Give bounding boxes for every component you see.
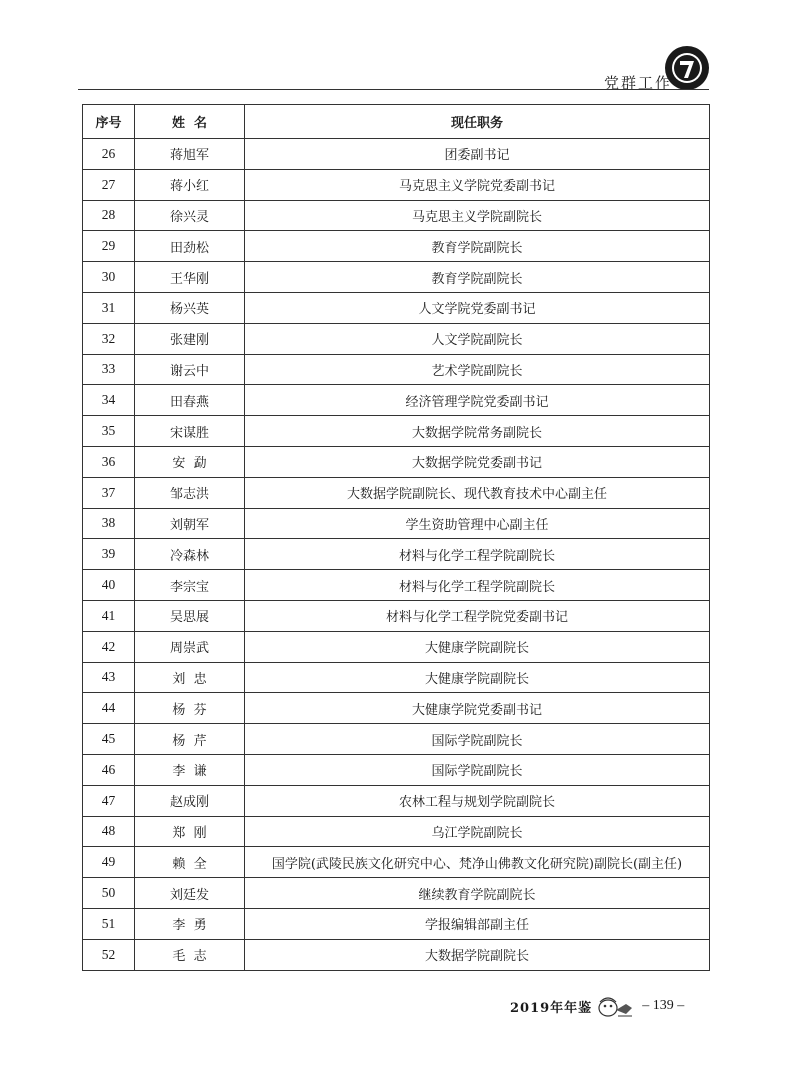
current-position: 大健康学院党委副书记 — [245, 693, 710, 724]
page-footer — [510, 993, 684, 1019]
row-number: 31 — [83, 292, 135, 323]
row-number: 51 — [83, 908, 135, 939]
person-name: 刘朝军 — [135, 508, 245, 539]
row-number: 37 — [83, 477, 135, 508]
page-number: – 139 – — [642, 998, 685, 1013]
person-name: 田春燕 — [135, 385, 245, 416]
row-number: 41 — [83, 600, 135, 631]
table-row — [83, 816, 710, 847]
person-name: 李 勇 — [135, 908, 245, 939]
person-name: 毛 志 — [135, 939, 245, 970]
person-name: 谢云中 — [135, 354, 245, 385]
current-position: 乌江学院副院长 — [245, 816, 710, 847]
current-position: 继续教育学院副院长 — [245, 878, 710, 909]
person-name: 杨 芬 — [135, 693, 245, 724]
current-position: 国际学院副院长 — [245, 754, 710, 785]
current-position: 大健康学院副院长 — [245, 631, 710, 662]
current-position: 人文学院党委副书记 — [245, 292, 710, 323]
current-position: 材料与化学工程学院党委副书记 — [245, 600, 710, 631]
row-number: 52 — [83, 939, 135, 970]
row-number: 39 — [83, 539, 135, 570]
current-position: 学报编辑部副主任 — [245, 908, 710, 939]
current-position: 马克思主义学院副院长 — [245, 200, 710, 231]
person-name: 安 勐 — [135, 446, 245, 477]
person-name: 刘廷发 — [135, 878, 245, 909]
person-name: 赵成刚 — [135, 785, 245, 816]
table-header-row — [83, 105, 710, 139]
table-row — [83, 754, 710, 785]
person-name: 蒋旭军 — [135, 139, 245, 170]
table-row — [83, 385, 710, 416]
table-row — [83, 231, 710, 262]
table-row — [83, 631, 710, 662]
current-position: 经济管理学院党委副书记 — [245, 385, 710, 416]
person-name: 周崇武 — [135, 631, 245, 662]
row-number: 46 — [83, 754, 135, 785]
row-number: 29 — [83, 231, 135, 262]
row-number: 26 — [83, 139, 135, 170]
person-name: 李宗宝 — [135, 570, 245, 601]
current-position: 团委副书记 — [245, 139, 710, 170]
table-row — [83, 169, 710, 200]
current-position: 学生资助管理中心副主任 — [245, 508, 710, 539]
person-name: 王华刚 — [135, 262, 245, 293]
person-name: 杨 芹 — [135, 724, 245, 755]
table-row — [83, 416, 710, 447]
row-number: 33 — [83, 354, 135, 385]
row-number: 35 — [83, 416, 135, 447]
column-header-no: 序号 — [83, 105, 135, 139]
person-name: 蒋小红 — [135, 169, 245, 200]
table-row — [83, 508, 710, 539]
yearbook-mascot-icon — [596, 994, 634, 1018]
person-name: 宋谋胜 — [135, 416, 245, 447]
column-header-position: 现任职务 — [245, 105, 710, 139]
person-name: 张建刚 — [135, 323, 245, 354]
row-number: 45 — [83, 724, 135, 755]
current-position: 艺术学院副院长 — [245, 354, 710, 385]
row-number: 47 — [83, 785, 135, 816]
current-position: 大数据学院副院长 — [245, 939, 710, 970]
table-row — [83, 908, 710, 939]
current-position: 大数据学院副院长、现代教育技术中心副主任 — [245, 477, 710, 508]
person-name: 杨兴英 — [135, 292, 245, 323]
table-row — [83, 262, 710, 293]
table-row — [83, 446, 710, 477]
table-row — [83, 292, 710, 323]
row-number: 40 — [83, 570, 135, 601]
row-number: 44 — [83, 693, 135, 724]
person-name: 赖 全 — [135, 847, 245, 878]
current-position: 大健康学院副院长 — [245, 662, 710, 693]
row-number: 27 — [83, 169, 135, 200]
row-number: 50 — [83, 878, 135, 909]
row-number: 38 — [83, 508, 135, 539]
row-number: 28 — [83, 200, 135, 231]
table-row — [83, 570, 710, 601]
table-row — [83, 477, 710, 508]
yearbook-label: 2019年年鉴 — [510, 1000, 593, 1016]
table-row — [83, 200, 710, 231]
person-name: 田劲松 — [135, 231, 245, 262]
current-position: 农林工程与规划学院副院长 — [245, 785, 710, 816]
person-name: 邹志洪 — [135, 477, 245, 508]
table-row — [83, 878, 710, 909]
table-row — [83, 600, 710, 631]
row-number: 36 — [83, 446, 135, 477]
table-row — [83, 785, 710, 816]
table-row — [83, 139, 710, 170]
current-position: 材料与化学工程学院副院长 — [245, 539, 710, 570]
row-number: 43 — [83, 662, 135, 693]
column-header-name: 姓 名 — [135, 105, 245, 139]
person-name: 吴思展 — [135, 600, 245, 631]
table-row — [83, 354, 710, 385]
current-position: 马克思主义学院党委副书记 — [245, 169, 710, 200]
current-position: 材料与化学工程学院副院长 — [245, 570, 710, 601]
row-number: 32 — [83, 323, 135, 354]
current-position: 教育学院副院长 — [245, 231, 710, 262]
roster-table — [82, 104, 710, 971]
person-name: 冷森林 — [135, 539, 245, 570]
row-number: 30 — [83, 262, 135, 293]
row-number: 49 — [83, 847, 135, 878]
section-title: 党群工作 — [604, 74, 673, 92]
person-name: 徐兴灵 — [135, 200, 245, 231]
table-row — [83, 539, 710, 570]
current-position: 国学院(武陵民族文化研究中心、梵净山佛教文化研究院)副院长(副主任) — [245, 847, 710, 878]
row-number: 48 — [83, 816, 135, 847]
person-name: 郑 刚 — [135, 816, 245, 847]
table-row — [83, 662, 710, 693]
table-row — [83, 939, 710, 970]
table-row — [83, 693, 710, 724]
current-position: 国际学院副院长 — [245, 724, 710, 755]
row-number: 34 — [83, 385, 135, 416]
row-number: 42 — [83, 631, 135, 662]
table-row — [83, 323, 710, 354]
current-position: 人文学院副院长 — [245, 323, 710, 354]
current-position: 大数据学院党委副书记 — [245, 446, 710, 477]
table-row — [83, 724, 710, 755]
current-position: 大数据学院常务副院长 — [245, 416, 710, 447]
header-rule — [78, 89, 709, 90]
person-name: 李 谦 — [135, 754, 245, 785]
person-name: 刘 忠 — [135, 662, 245, 693]
table-row — [83, 847, 710, 878]
current-position: 教育学院副院长 — [245, 262, 710, 293]
